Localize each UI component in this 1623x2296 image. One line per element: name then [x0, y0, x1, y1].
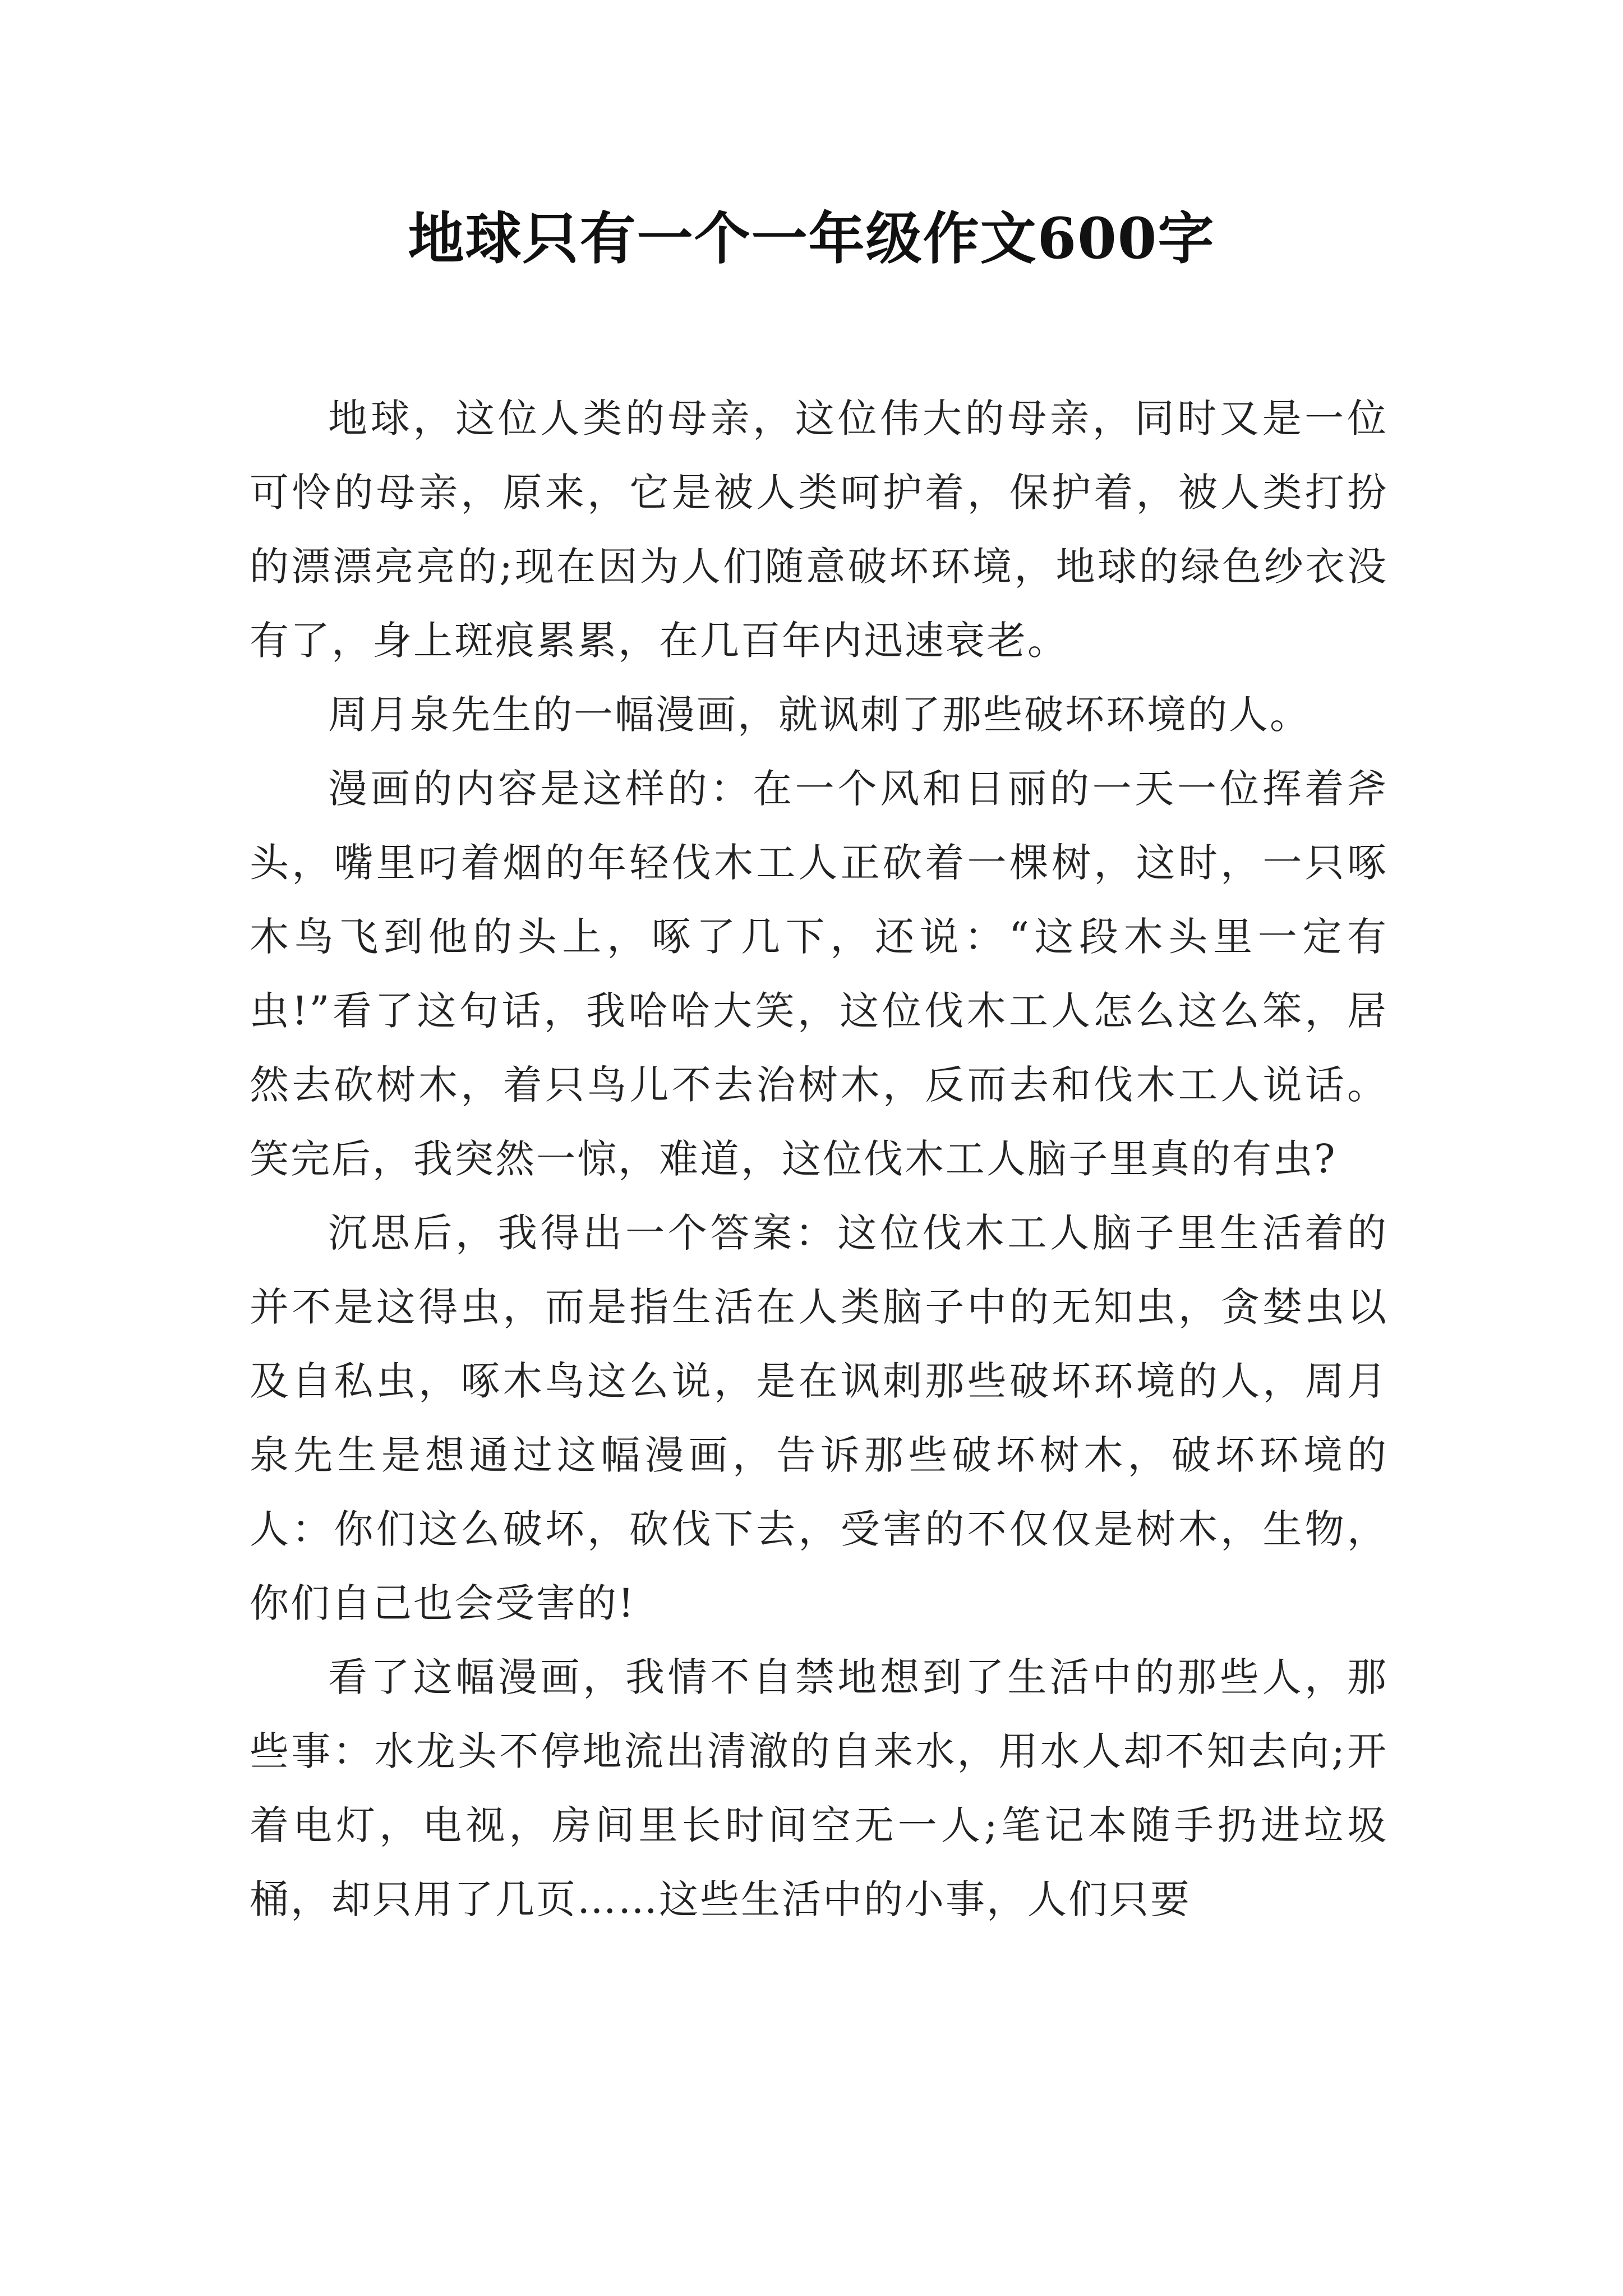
document-title: 地球只有一个一年级作文600字 [408, 205, 1215, 272]
paragraph-3: 漫画的内容是这样的：在一个风和日丽的一天一位挥着斧头，嘴里叼着烟的年轻伐木工人正砍着一棵树，这时，一只啄木鸟飞到他的头上，啄了几下，还说：“这段木头里一定有虫!”看了这句话，我哈哈大笑，这位伐木工人怎么这么笨，居然去砍树木，着只鸟儿不去治树木，反而去和伐木工人说话。笑完后，我突然一惊，难道，这位伐木工人脑子里真的有虫? [250, 766, 1388, 1182]
paragraph-1: 地球，这位人类的母亲，这位伟大的母亲，同时又是一位可怜的母亲，原来，它是被人类呵护着，保护着，被人类打扮的漂漂亮亮的;现在因为人们随意破坏环境，地球的绿色纱衣没有了，身上斑痕累累，在几百年内迅速衰老。 [250, 395, 1388, 664]
document-body [250, 381, 1388, 1936]
paragraph-5: 看了这幅漫画，我情不自禁地想到了生活中的那些人，那些事：水龙头不停地流出清澈的自来水，用水人却不知去向;开着电灯，电视，房间里长时间空无一人;笔记本随手扔进垃圾桶，却只用了几页……这些生活中的小事，人们只要 [250, 1654, 1388, 1922]
paragraph-2: 周月泉先生的一幅漫画，就讽刺了那些破坏环境的人。 [328, 692, 1311, 738]
paragraph-4: 沉思后，我得出一个答案：这位伐木工人脑子里生活着的并不是这得虫，而是指生活在人类脑子中的无知虫，贪婪虫以及自私虫，啄木鸟这么说，是在讽刺那些破坏环境的人，周月泉先生是想通过这幅漫画，告诉那些破坏树木，破坏环境的人：你们这么破坏，砍伐下去，受害的不仅仅是树木，生物，你们自己也会受害的! [250, 1210, 1388, 1626]
